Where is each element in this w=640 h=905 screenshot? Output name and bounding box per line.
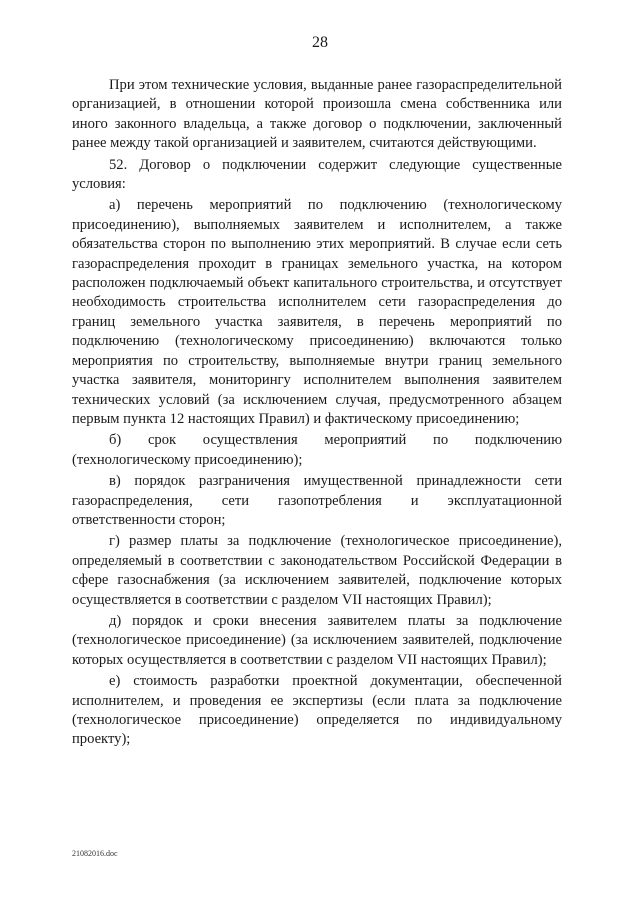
list-item-v: в) порядок разграничения имущественной принадлежности сети газораспределения, сети газопотребления и эксплуатационной ответственности сторон; bbox=[72, 473, 562, 528]
page-number: 28 bbox=[312, 34, 328, 51]
list-item-a: а) перечень мероприятий по подключению (технологическому присоединению), выполняемых заявителем и исполнителем, а также обязательства сторон по выполнению этих мероприятий. В случае если сеть газораспределения проходит в границах земельного участка, на котором расположен подключаемый объект капитального строительства, и отсутствует необходимость строительства исполнителем сети газораспределения до границ земельного участка заявителя, в перечень мероприятий по подключению (технологическому присоединению) включаются только мероприятия по строительству, выполняемые внутри границ земельного участка заявителя, мониторингу исполнителем выполнения заявителем технических условий (за исключением случая, предусмотренного абзацем первым пункта 12 настоящих Правил) и фактическому присоединению; bbox=[72, 197, 562, 427]
paragraph-transition-clause: При этом технические условия, выданные ранее газораспределительной организацией, в отношении которой произошла смена собственника или иного законного владельца, а также договор о подключении, заключенный ранее между такой организацией и заявителем, считаются действующими. bbox=[72, 77, 562, 152]
list-item-d: д) порядок и сроки внесения заявителем платы за подключение (технологическое присоединение) (за исключением заявителей, подключение которых осуществляется в соответствии с разделом VII настоящих Правил); bbox=[72, 612, 562, 668]
list-item-g: г) размер платы за подключение (технологическое присоединение), определяемый в соответствии с законодательством Российской Федерации в сфере газоснабжения (за исключением заявителей, подключение которых осуществляется в соответствии с разделом VII настоящих Правил); bbox=[72, 533, 562, 608]
paragraph-52-intro: 52. Договор о подключении содержит следующие существенные условия: bbox=[72, 156, 562, 193]
document-body bbox=[72, 76, 562, 750]
list-item-b: б) срок осуществления мероприятий по подключению (технологическому присоединению); bbox=[72, 432, 562, 468]
footer-filename: 21082016.doc bbox=[72, 849, 118, 858]
list-item-e: е) стоимость разработки проектной документации, обеспеченной исполнителем, и проведения ее экспертизы (если плата за подключение (технологическое присоединение) определяется по индивидуальному проекту); bbox=[72, 673, 562, 748]
